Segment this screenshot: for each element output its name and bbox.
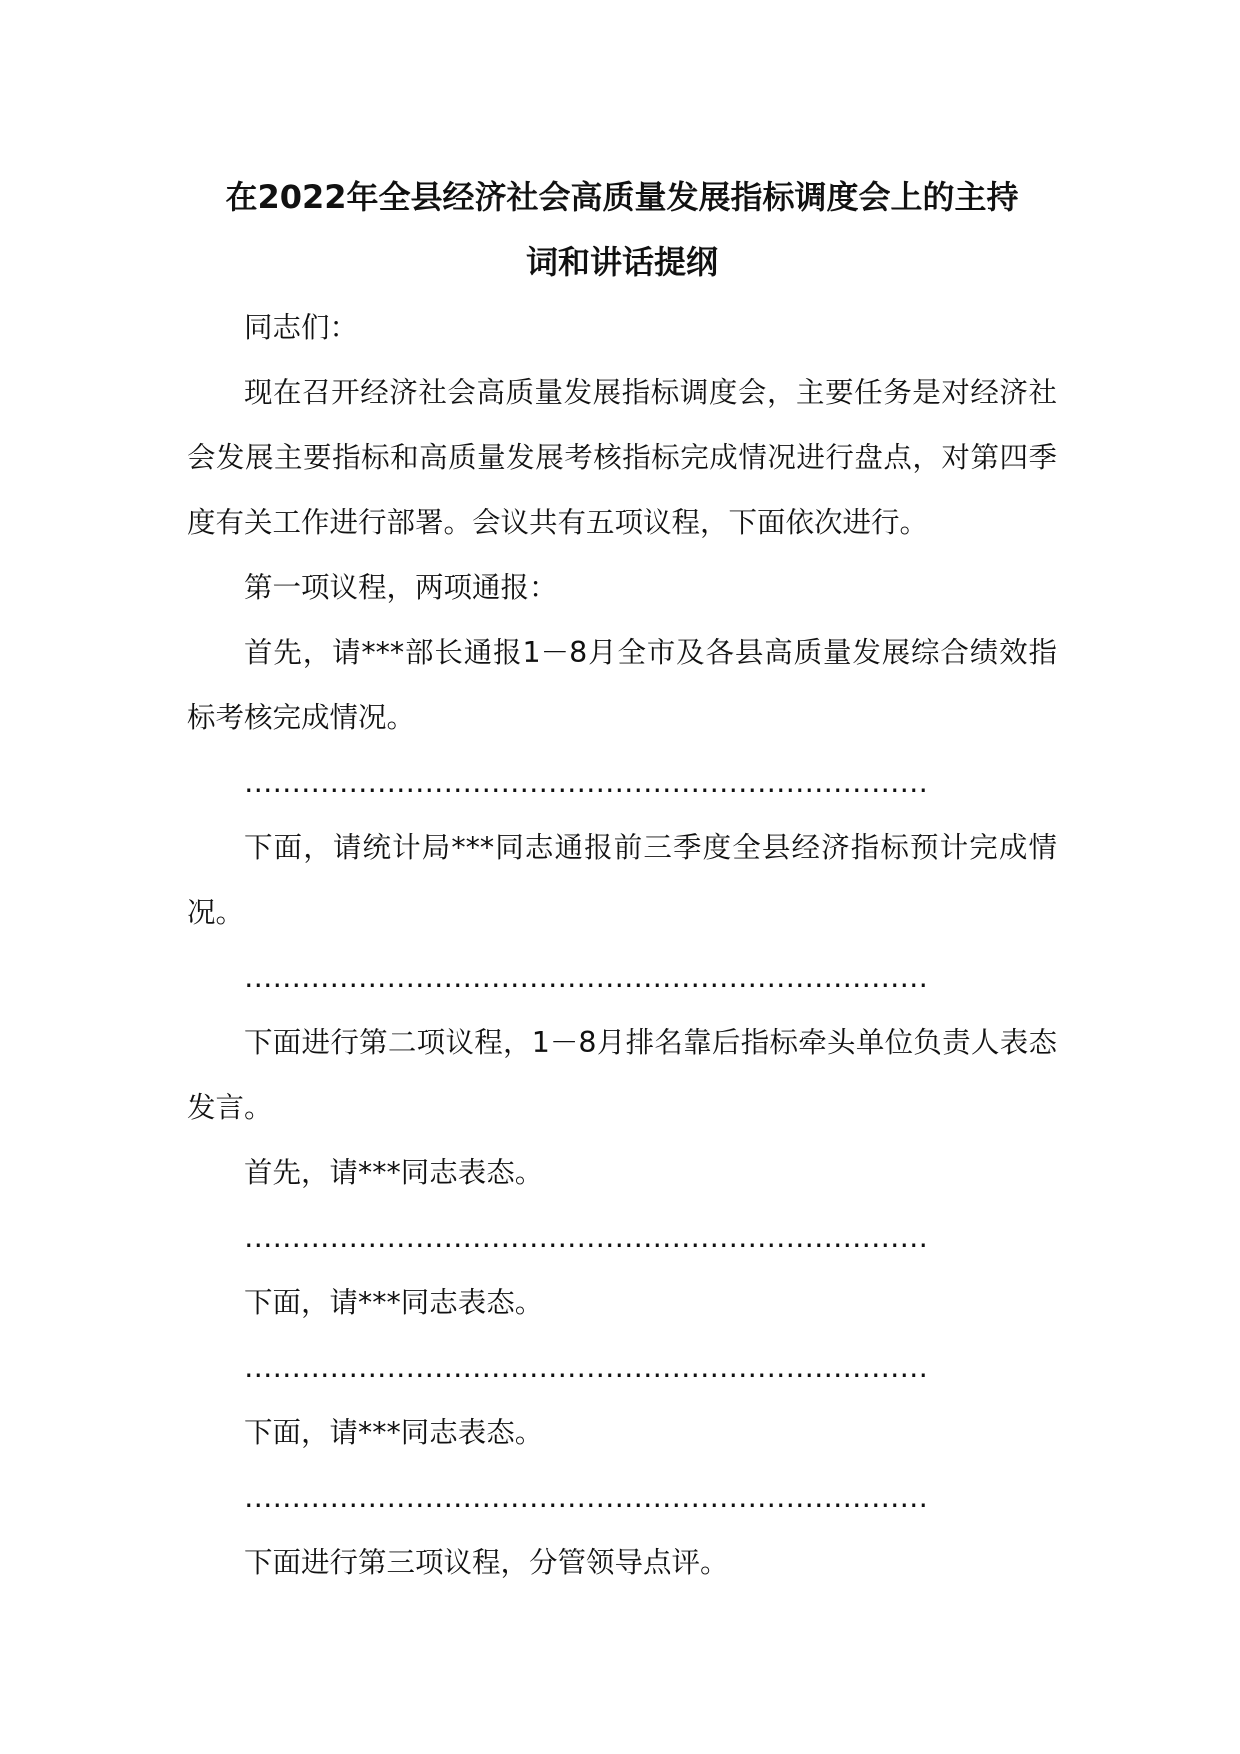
paragraph-statement-3: 下面，请***同志表态。 <box>244 1416 544 1449</box>
paragraph-agenda-3: 下面进行第三项议程，分管领导点评。 <box>244 1546 729 1579</box>
paragraph-statement-2: 下面，请***同志表态。 <box>244 1286 544 1319</box>
ellipsis-line: ……………………………………………………………… <box>244 766 928 799</box>
document-page <box>187 165 1057 1595</box>
paragraph-salutation: 同志们： <box>244 311 359 344</box>
ellipsis-line: ……………………………………………………………… <box>244 1481 928 1514</box>
paragraph-report-2: 下面，请统计局***同志通报前三季度全县经济指标预计完成情况。 <box>187 831 1057 929</box>
paragraph-agenda-2: 下面进行第二项议程，1－8月排名靠后指标牵头单位负责人表态发言。 <box>187 1026 1057 1124</box>
ellipsis-line: ……………………………………………………………… <box>244 961 928 994</box>
title-line-1: 在2022年全县经济社会高质量发展指标调度会上的主持 <box>225 178 1019 216</box>
title-line-2: 词和讲话提纲 <box>525 243 718 281</box>
paragraph-statement-1: 首先，请***同志表态。 <box>244 1156 544 1189</box>
paragraph-opening: 现在召开经济社会高质量发展指标调度会，主要任务是对经济社会发展主要指标和高质量发展考核指标完成情况进行盘点，对第四季度有关工作进行部署。会议共有五项议程，下面依次进行。 <box>187 376 1057 539</box>
ellipsis-line: ……………………………………………………………… <box>244 1351 928 1384</box>
document-title <box>187 165 1057 295</box>
paragraph-report-1: 首先，请***部长通报1－8月全市及各县高质量发展综合绩效指标考核完成情况。 <box>187 636 1057 734</box>
paragraph-agenda-1: 第一项议程，两项通报： <box>244 571 558 604</box>
ellipsis-line: ……………………………………………………………… <box>244 1221 928 1254</box>
